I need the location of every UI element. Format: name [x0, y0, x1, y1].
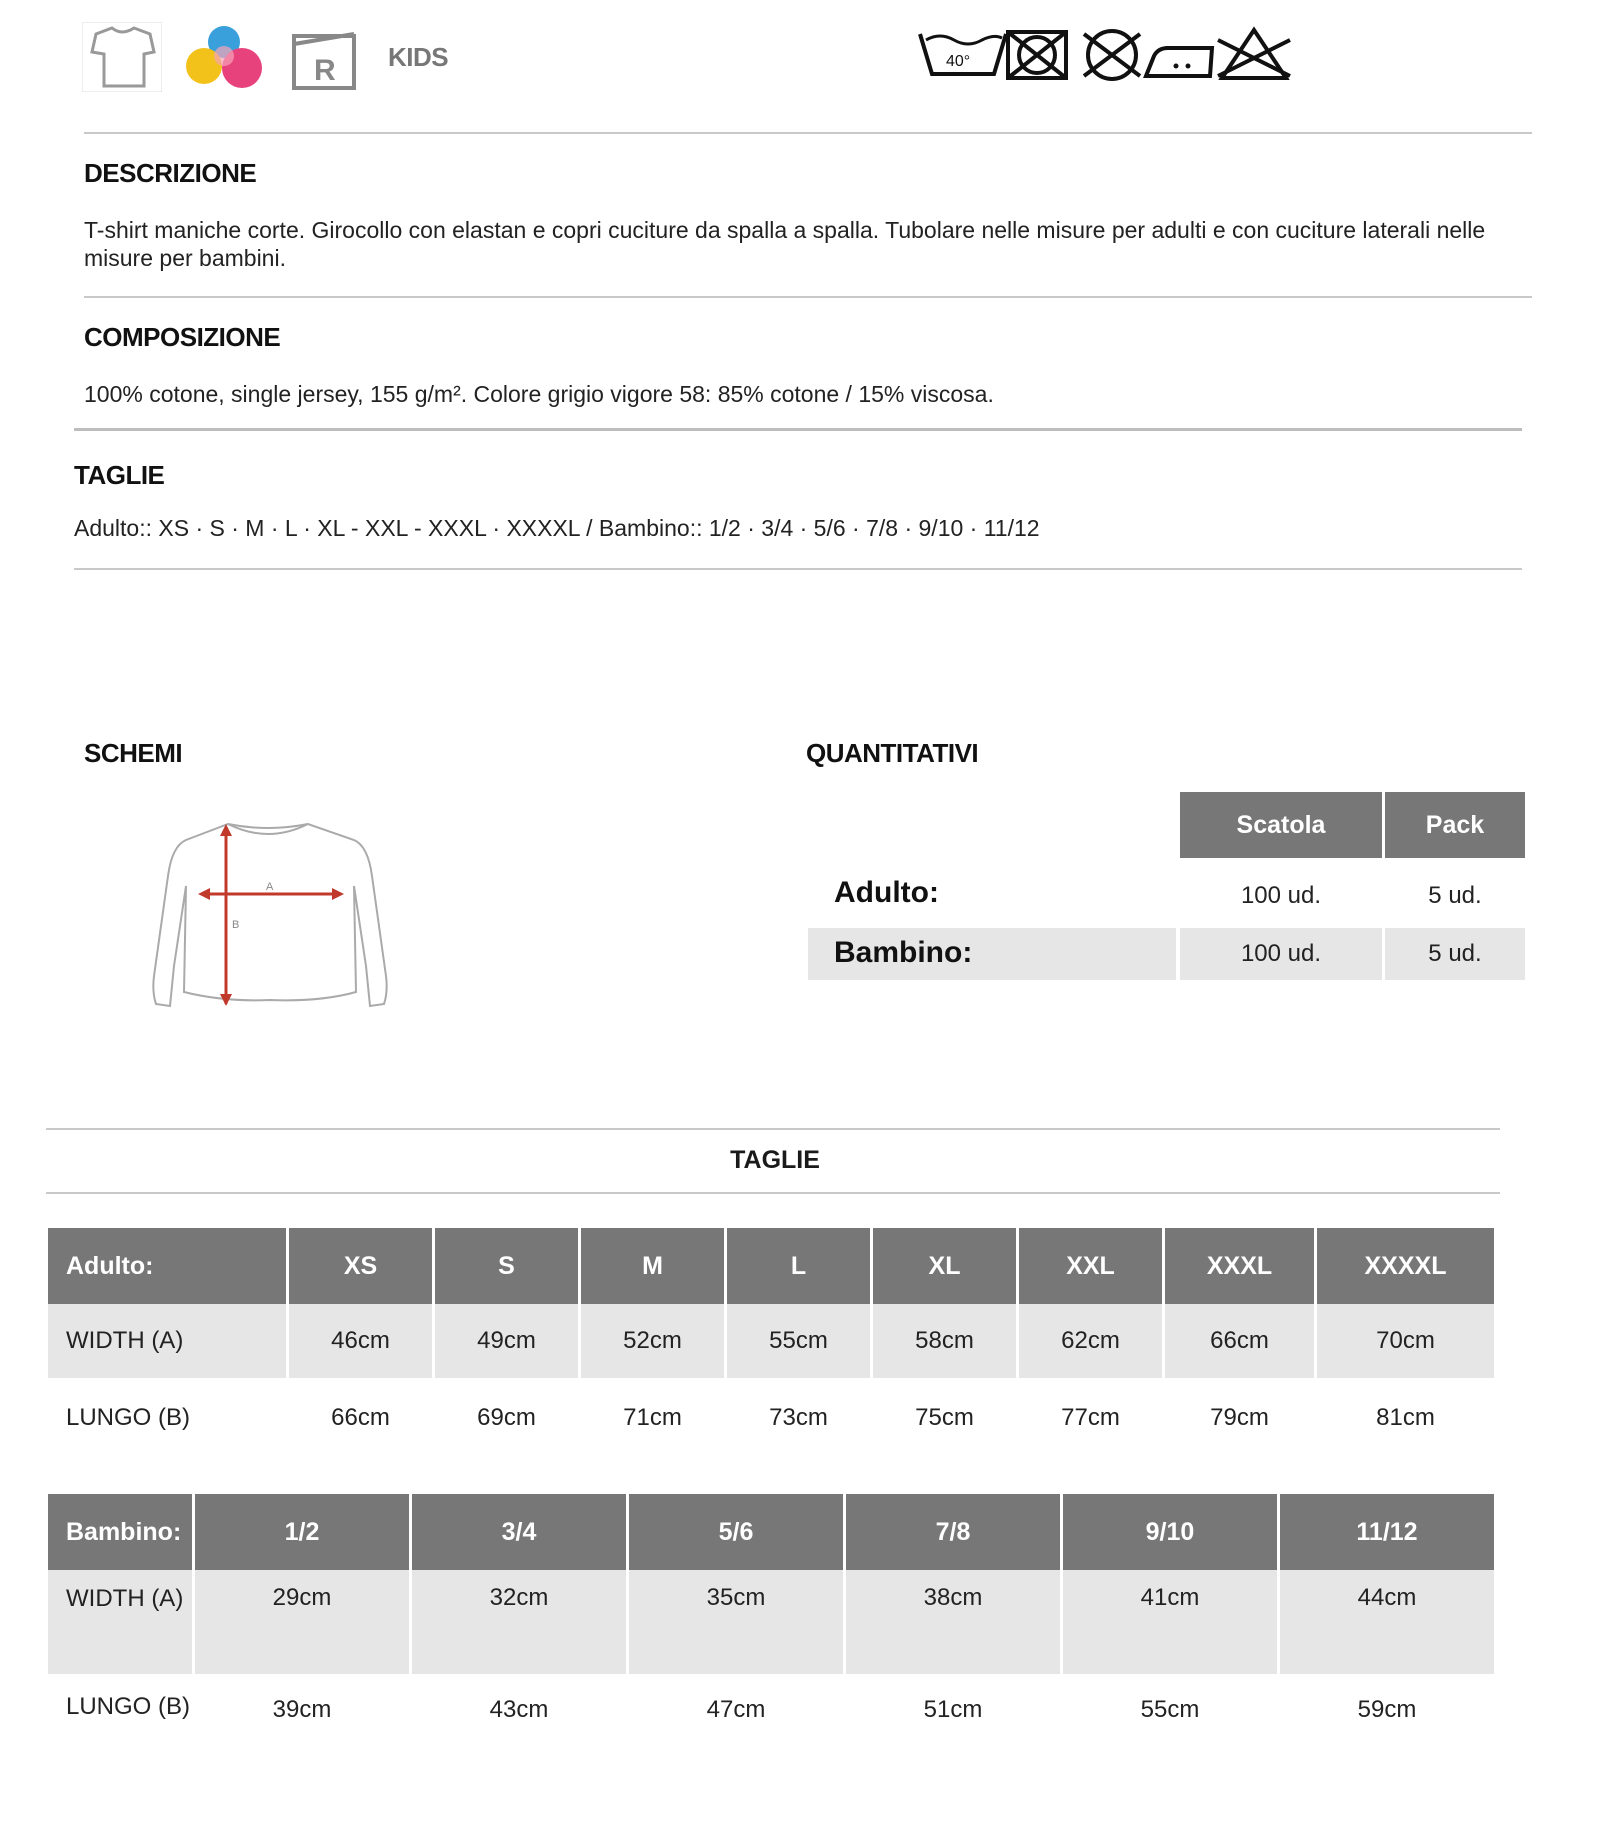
table-row — [48, 1304, 1494, 1378]
size-cell: 55cm — [1063, 1674, 1277, 1780]
adult-header-size: XXXL — [1165, 1228, 1314, 1304]
divider — [84, 132, 1532, 134]
qty-adulto-pack: 5 ud. — [1428, 882, 1482, 909]
tshirt-diagram — [140, 816, 400, 1021]
descrizione-title: DESCRIZIONE — [84, 158, 257, 188]
col-header-pack: Pack — [1385, 792, 1525, 858]
kids-header-size: 1/2 — [195, 1494, 409, 1570]
qty-adulto-scatola: 100 ud. — [1240, 882, 1322, 909]
row-label: WIDTH (A) — [48, 1304, 286, 1378]
kids-header-size: 9/10 — [1063, 1494, 1277, 1570]
kids-header-size: 7/8 — [846, 1494, 1060, 1570]
size-cell: 55cm — [727, 1304, 870, 1378]
adult-header-size: XL — [873, 1228, 1016, 1304]
size-cell: 73cm — [727, 1378, 870, 1458]
qty-bambino-pack: 5 ud. — [1428, 940, 1482, 967]
size-cell: 51cm — [846, 1674, 1060, 1780]
quantitativi-title: QUANTITATIVI — [806, 738, 979, 768]
divider — [46, 1192, 1500, 1194]
divider — [74, 568, 1522, 570]
table-row — [48, 1570, 1494, 1674]
no-dry-clean-icon — [1084, 31, 1140, 79]
qty-row-label-adulto: Adulto: — [834, 876, 939, 909]
schemi-title: SCHEMI — [84, 738, 183, 768]
size-cell: 39cm — [195, 1674, 409, 1780]
label-tag-icon — [288, 22, 360, 97]
size-cell: 38cm — [846, 1570, 1060, 1674]
table-row — [48, 1674, 1494, 1780]
divider — [74, 428, 1522, 431]
kids-header-label: Bambino: — [48, 1494, 192, 1570]
kids-header-size: 5/6 — [629, 1494, 843, 1570]
size-cell: 69cm — [435, 1378, 578, 1458]
adult-header-label: Adulto: — [48, 1228, 286, 1304]
qty-bambino-scatola: 100 ud. — [1240, 940, 1322, 967]
iron-low-icon — [1146, 48, 1212, 76]
taglie-info-title: TAGLIE — [74, 460, 165, 490]
divider — [84, 296, 1532, 298]
kids-header-size: 11/12 — [1280, 1494, 1494, 1570]
kids-label: KIDS — [388, 42, 449, 72]
size-cell: 66cm — [289, 1378, 432, 1458]
row-label: LUNGO (B) — [48, 1674, 192, 1780]
composizione-text: 100% cotone, single jersey, 155 g/m². Colore grigio vigore 58: 85% cotone / 15% viscosa. — [84, 381, 994, 407]
size-cell: 41cm — [1063, 1570, 1277, 1674]
table-row — [48, 1378, 1494, 1458]
taglie-info-text: Adulto:: XS · S · M · L · XL - XXL - XXXL · XXXXL / Bambino:: 1/2 · 3/4 · 5/6 · 7/8 · 9/10 · 11/12 — [74, 515, 1040, 541]
size-cell: 58cm — [873, 1304, 1016, 1378]
size-cell: 49cm — [435, 1304, 578, 1378]
size-cell: 81cm — [1317, 1378, 1494, 1458]
adult-header-size: S — [435, 1228, 578, 1304]
size-cell: 71cm — [581, 1378, 724, 1458]
adult-header-size: XXL — [1019, 1228, 1162, 1304]
svg-text:A: A — [266, 881, 274, 893]
adult-header-size: XXXXL — [1317, 1228, 1494, 1304]
svg-text:B: B — [232, 919, 240, 931]
size-cell: 43cm — [412, 1674, 626, 1780]
divider — [46, 1128, 1500, 1130]
size-cell: 59cm — [1280, 1674, 1494, 1780]
kids-header-size: 3/4 — [412, 1494, 626, 1570]
size-cell: 46cm — [289, 1304, 432, 1378]
row-label: WIDTH (A) — [48, 1570, 192, 1674]
size-cell: 32cm — [412, 1570, 626, 1674]
svg-text:R: R — [314, 54, 336, 87]
size-cell: 79cm — [1165, 1378, 1314, 1458]
size-cell: 29cm — [195, 1570, 409, 1674]
size-cell: 62cm — [1019, 1304, 1162, 1378]
size-cell: 52cm — [581, 1304, 724, 1378]
size-cell: 47cm — [629, 1674, 843, 1780]
adult-header-size: XS — [289, 1228, 432, 1304]
adult-header-size: M — [581, 1228, 724, 1304]
tshirt-fit-icon — [82, 22, 162, 97]
no-bleach-icon — [1218, 30, 1290, 78]
kids-size-table — [45, 1494, 1497, 1780]
color-dots-icon — [182, 24, 268, 97]
size-cell: 77cm — [1019, 1378, 1162, 1458]
descrizione-text: T-shirt maniche corte. Girocollo con elastan e copri cuciture da spalla a spalla. Tubolare nelle misure per adulti e con cuciture laterali nelle misure per bambini. — [84, 217, 1486, 271]
size-cell: 75cm — [873, 1378, 1016, 1458]
care-icons-group — [918, 26, 1318, 91]
sizes-title: TAGLIE — [730, 1146, 820, 1174]
wash-40-icon — [920, 34, 1006, 74]
size-cell: 70cm — [1317, 1304, 1494, 1378]
size-cell: 44cm — [1280, 1570, 1494, 1674]
adult-header-size: L — [727, 1228, 870, 1304]
adult-size-table — [45, 1228, 1497, 1458]
qty-row-label-bambino: Bambino: — [834, 936, 973, 969]
size-cell: 66cm — [1165, 1304, 1314, 1378]
svg-text:40°: 40° — [946, 53, 971, 70]
no-tumble-dry-icon — [1008, 32, 1066, 78]
col-header-scatola: Scatola — [1180, 792, 1382, 858]
row-label: LUNGO (B) — [48, 1378, 286, 1458]
composizione-title: COMPOSIZIONE — [84, 322, 281, 352]
size-cell: 35cm — [629, 1570, 843, 1674]
